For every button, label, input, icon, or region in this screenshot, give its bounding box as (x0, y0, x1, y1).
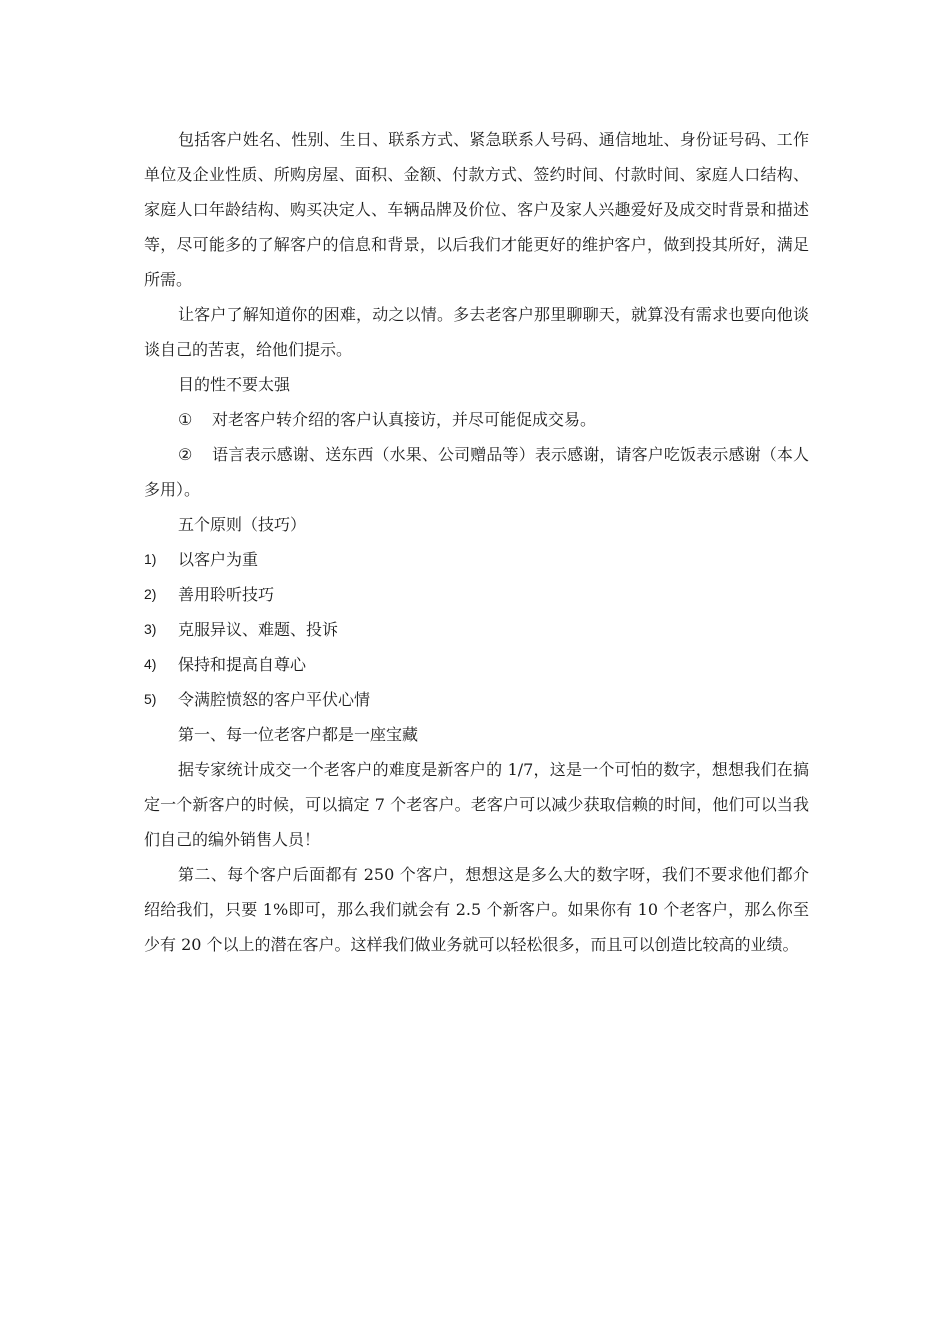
paragraph-five-principles-heading: 五个原则（技巧） (178, 515, 307, 534)
circled-item (144, 437, 809, 507)
list-item-text: 克服异议、难题、投诉 (178, 620, 339, 639)
paragraph-customer-info: 包括客户姓名、性别、生日、联系方式、紧急联系人号码、通信地址、身份证号码、工作单位及企业性质、所购房屋、面积、金额、付款方式、签约时间、付款时间、家庭人口结构、家庭人口年龄结构、购买决定人、车辆品牌及价位、客户及家人兴趣爱好及成交时背景和描述等，尽可能多的了解客户的信息和背景，以后我们才能更好的维护客户，做到投其所好，满足所需。 (144, 130, 809, 289)
principles-list (144, 542, 809, 717)
list-item-text: 令满腔愤怒的客户平伏心情 (178, 690, 371, 709)
circled-number: ① (178, 410, 193, 429)
paragraph-second-point: 第二、每个客户后面都有 250 个客户，想想这是多么大的数字呀，我们不要求他们都介绍给我们，只要 1%即可，那么我们就会有 2.5 个新客户。如果你有 10 个老客户，那么你至少有 20 个以上的潜在客户。这样我们做业务就可以轻松很多，而且可以创造比较高的业绩。 (144, 865, 809, 954)
list-item-text: 保持和提高自尊心 (178, 655, 307, 674)
list-number: 1) (144, 551, 157, 567)
list-item (144, 542, 809, 577)
circled-item-text: 语言表示感谢、送东西（水果、公司赠品等）表示感谢，请客户吃饭表示感谢（本人多用）。 (144, 445, 809, 499)
paragraph-expert-statistics: 据专家统计成交一个老客户的难度是新客户的 1/7，这是一个可怕的数字，想想我们在搞定一个新客户的时候，可以搞定 7 个老客户。老客户可以减少获取信赖的时间，他们可以当我们自己的编外销售人员！ (144, 760, 809, 849)
circled-item-text: 对老客户转介绍的客户认真接访，并尽可能促成交易。 (212, 410, 597, 429)
list-item-text: 以客户为重 (178, 550, 259, 569)
list-number: 3) (144, 621, 157, 637)
document-body (144, 122, 809, 962)
list-number: 4) (144, 656, 157, 672)
circled-item (144, 402, 809, 437)
list-number: 5) (144, 691, 157, 707)
list-number: 2) (144, 586, 157, 602)
list-item (144, 612, 809, 647)
paragraph-show-difficulty: 让客户了解知道你的困难，动之以情。多去老客户那里聊聊天，就算没有需求也要向他谈谈自己的苦衷，给他们提示。 (144, 305, 809, 359)
list-item (144, 577, 809, 612)
list-item (144, 647, 809, 682)
list-item-text: 善用聆听技巧 (178, 585, 275, 604)
paragraph-not-too-purposeful: 目的性不要太强 (178, 375, 291, 394)
paragraph-first-point-heading: 第一、每一位老客户都是一座宝藏 (178, 725, 419, 744)
list-item (144, 682, 809, 717)
circled-number: ② (178, 445, 193, 464)
